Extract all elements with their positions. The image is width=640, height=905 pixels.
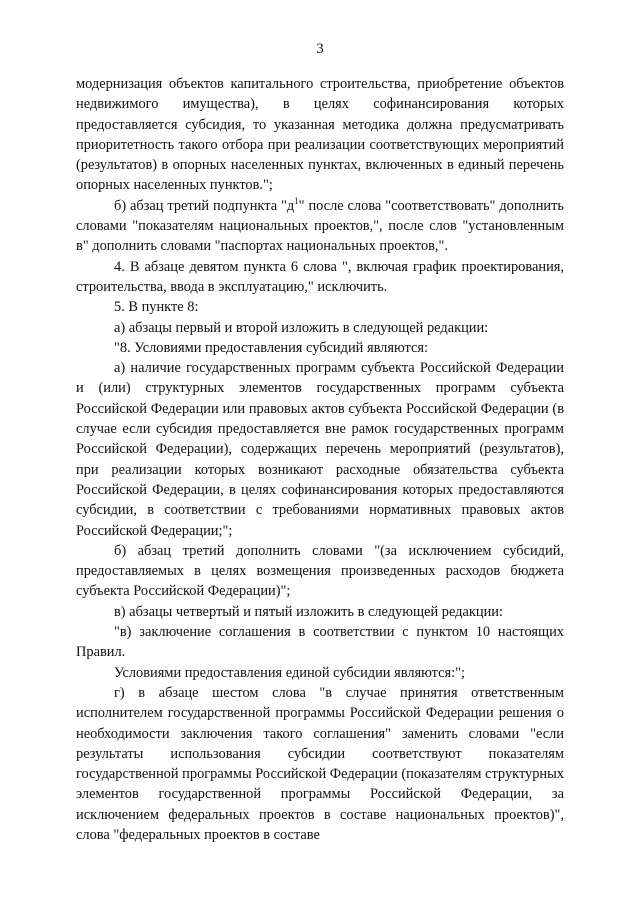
paragraph-subpoint-g: г) в абзаце шестом слова "в случае принятия ответственным исполнителем государственной программы Российской Федерации решения о необходимости заключения такого соглашения" заменить словами "если результаты использования субсидии соответствуют показателям государственной программы Российской Федерации (показателям структурных элементов государственной программы Российской Федерации, за исключением федеральных проектов в составе национальных проектов)", слова "федеральных проектов в составе — [76, 684, 564, 843]
paragraph-condition-v: "в) заключение соглашения в соответствии с пунктом 10 настоящих Правил. — [76, 624, 564, 661]
paragraph-quote-point-8: "8. Условиями предоставления субсидий являются: — [114, 339, 428, 356]
paragraph-text: " после слова "соответствовать" дополнить словами "показателям национальных проектов,", после слов "установленным в" дополнить словами "паспортах национальных проектов,". — [76, 197, 564, 255]
paragraph-point-4: 4. В абзаце девятом пункта 6 слова ", включая график проектирования, строительства, ввода в эксплуатацию," исключить. — [76, 258, 564, 295]
paragraph-unified-subsidy: Условиями предоставления единой субсидии являются:"; — [114, 664, 466, 681]
paragraph-subpoint-b-2: б) абзац третий дополнить словами "(за исключением субсидий, предоставляемых в целях возмещения произведенных расходов бюджета субъекта Российской Федерации)"; — [76, 542, 564, 600]
paragraph-continuation: модернизация объектов капитального строительства, приобретение объектов недвижимого имущества), в целях софинансирования которых предоставляется субсидия, то указанная методика должна предусматривать приоритетность такого отбора при реализации соответствующих мероприятий (результатов) в опорных населенных пунктах, включенных в единый перечень опорных населенных пунктов."; — [76, 76, 564, 194]
document-body — [76, 74, 564, 845]
paragraph-subpoint-b — [76, 196, 564, 257]
paragraph-text: б) абзац третий подпункта "д — [114, 197, 295, 214]
superscript-index: 1 — [294, 195, 299, 206]
paragraph-point-5: 5. В пункте 8: — [114, 299, 199, 316]
paragraph-condition-a: а) наличие государственных программ субъекта Российской Федерации и (или) структурных элементов государственных программ субъекта Российской Федерации или правовых актов субъекта Российской Федерации (в случае если субсидия предоставляется вне рамок государственных программ Российской Федерации), содержащих перечень мероприятий (результатов), при реализации которых возникают расходные обязательства субъекта Российской Федерации, в целях софинансирования которых предоставляются субсидии, в соответствии с требованиями нормативных правовых актов Российской Федерации;"; — [76, 360, 564, 539]
page-number: 3 — [316, 41, 324, 57]
paragraph-subpoint-a: а) абзацы первый и второй изложить в следующей редакции: — [114, 319, 489, 336]
paragraph-subpoint-v: в) абзацы четвертый и пятый изложить в следующей редакции: — [114, 603, 503, 620]
